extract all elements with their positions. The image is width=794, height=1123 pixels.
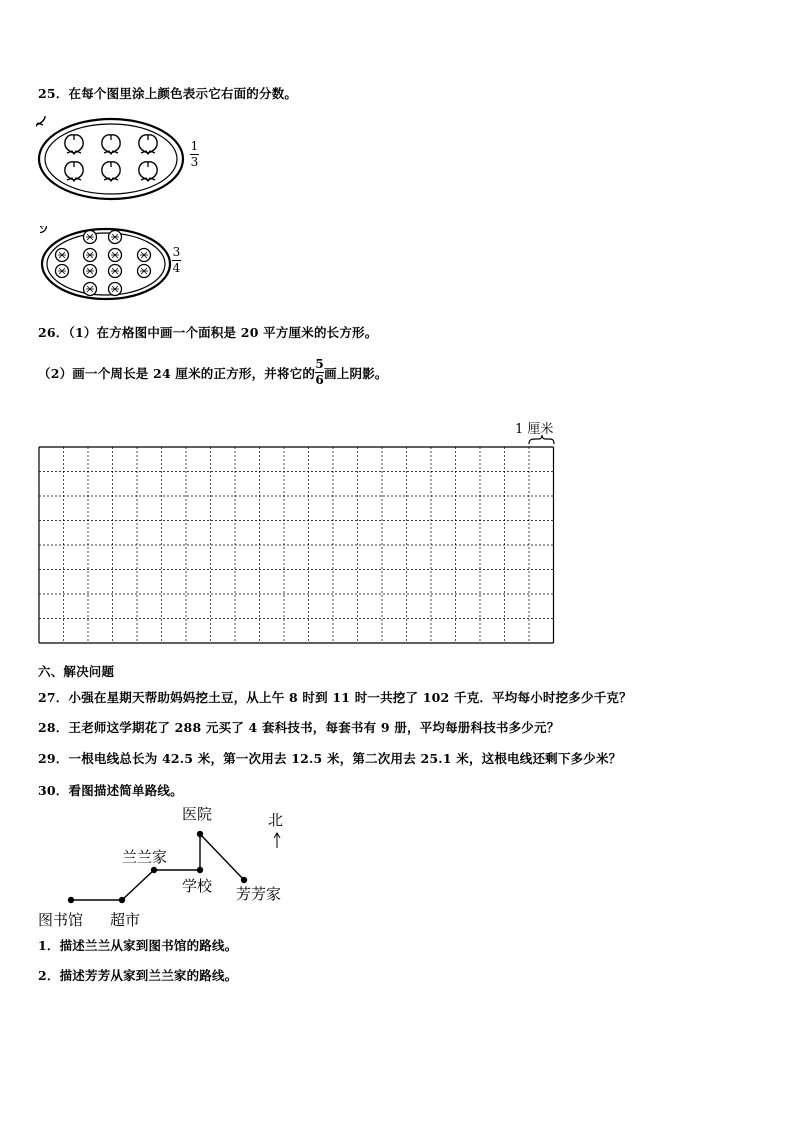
fraction-five-sixths	[315, 358, 324, 387]
peach-icon	[36, 116, 45, 126]
question-26-part-2	[38, 358, 388, 387]
label-north: 北	[268, 811, 284, 829]
question-30-sub-1: 1．描述兰兰从家到图书馆的路线。	[38, 938, 238, 953]
question-26-part-1: 26．（1）在方格图中画一个面积是 20 平方厘米的长方形。	[38, 325, 378, 340]
section-6-heading: 六、解决问题	[38, 664, 115, 679]
library-point	[68, 897, 74, 903]
label-hospital: 医院	[182, 805, 213, 823]
label-fangfang-home: 芳芳家	[236, 885, 282, 903]
part-2-text: （2）画一个周长是 24 厘米的正方形，并将它的	[38, 365, 316, 381]
hospital-point	[197, 831, 203, 837]
frac-den: 3	[190, 155, 199, 169]
unit-label: 1 厘米	[515, 422, 554, 437]
fraction-three-quarters	[172, 246, 181, 275]
apple-set-two	[40, 226, 172, 304]
unit-brace	[528, 434, 556, 446]
frac-den: 4	[172, 261, 181, 275]
apple-icon	[40, 226, 47, 233]
school-point	[197, 867, 203, 873]
question-27: 27．小强在星期天帮助妈妈挖土豆，从上午 8 时到 11 时一共挖了 102 千克．平均每小时挖多少千克？	[38, 690, 632, 705]
question-25: 25．在每个图里涂上颜色表示它右面的分数。	[38, 86, 298, 101]
fruit-set-one	[36, 116, 186, 202]
question-30-sub-2: 2．描述芳芳从家到兰兰家的路线。	[38, 968, 238, 983]
label-supermarket: 超市	[110, 911, 141, 929]
frac-num: 5	[315, 357, 324, 371]
square-grid[interactable]	[38, 446, 556, 646]
frac-num: 1	[190, 139, 199, 153]
frac-num: 3	[172, 245, 181, 259]
label-library: 图书馆	[38, 911, 84, 929]
route-map	[36, 800, 316, 930]
question-29: 29．一根电线总长为 42.5 米，第一次用去 12.5 米，第二次用去 25.1 米，这根电线还剩下多少米？	[38, 751, 622, 766]
label-lanlan-home: 兰兰家	[122, 848, 168, 866]
fangfang-home-point	[241, 877, 247, 883]
fraction-one-third	[190, 140, 199, 169]
question-30: 30．看图描述简单路线。	[38, 783, 183, 798]
frac-den: 6	[315, 373, 324, 387]
lanlan-home-point	[151, 867, 157, 873]
supermarket-point	[119, 897, 125, 903]
question-28: 28．王老师这学期花了 288 元买了 4 套科技书，每套书有 9 册，平均每册科技书多少元？	[38, 720, 560, 735]
label-school: 学校	[182, 877, 213, 895]
part-2-text-end: 画上阴影。	[324, 365, 388, 381]
